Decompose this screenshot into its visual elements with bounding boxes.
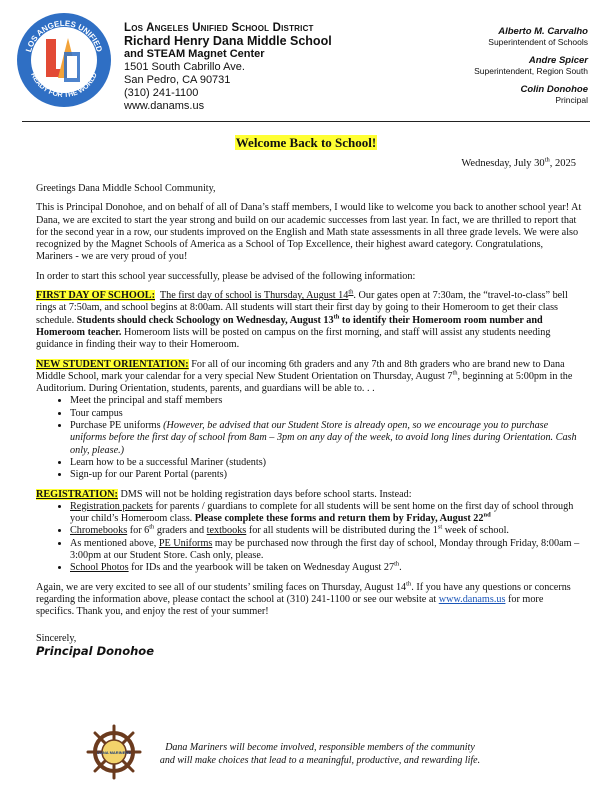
orientation-paragraph: [36, 359, 582, 396]
first-day-label: FIRST DAY OF SCHOOL:: [36, 290, 155, 302]
logo-text-bottom: READY FOR THE WORLD: [29, 71, 99, 100]
list-item: [70, 525, 582, 537]
pe-uniforms: PE Uniforms: [158, 537, 213, 549]
first-day-bold: Students should check Schoology on Wednesday, August 13: [76, 314, 334, 326]
letter-title: Welcome Back to School!: [235, 135, 377, 150]
list-item: • Tour campus: [70, 408, 582, 420]
list-item: [70, 538, 582, 563]
packets-text: for parents / guardians to complete for all students will be sent home on the first day of school through your child’s Homeroom class.: [70, 500, 574, 525]
date-main: Wednesday, July 30: [461, 158, 545, 169]
list-item: [70, 562, 582, 574]
orientation-list: [36, 395, 582, 481]
school-name: Richard Henry Dana Middle School: [124, 34, 332, 48]
phone-number: (310) 241-1100: [124, 87, 199, 99]
orientation-label: NEW STUDENT ORIENTATION:: [36, 358, 189, 370]
greeting: Greetings Dana Middle School Community,: [36, 183, 216, 194]
letter-title-wrap: [0, 134, 612, 152]
sup: th: [394, 560, 400, 568]
list-item: • Meet the principal and staff members: [70, 395, 582, 407]
school-header: [124, 22, 332, 113]
header-divider: [22, 121, 590, 122]
chrome-text: graders and: [154, 525, 207, 537]
first-day-text: . Our gates open at 7:30am, the “travel-to-class” bell rings at 7:50am, and school begins at 8:00am. All students will start their first day by going to their Homeroom to get their class schedule.: [36, 290, 568, 326]
mariners-wheel-logo: [86, 724, 142, 780]
registration-label: REGISTRATION:: [36, 488, 118, 500]
sup: nd: [483, 511, 491, 519]
official-name: Andre Spicer: [528, 55, 588, 66]
packets-bold: Please complete these forms and return them by Friday, August 22: [194, 513, 484, 525]
officials-list: [408, 26, 588, 113]
registration-list: [36, 501, 582, 575]
registration-packets: Registration packets: [70, 500, 153, 512]
official-title: Principal: [555, 95, 588, 105]
list-item: [70, 501, 582, 526]
registration-paragraph: [36, 489, 582, 501]
footer-logo-text: DANA MARINERS: [97, 750, 131, 755]
letter-body: [36, 183, 582, 657]
first-day-text-2: Homeroom lists will be posted on campus on the first morning, and staff will assist any students needing guidance in finding their way to their Homeroom.: [36, 326, 551, 351]
sup: th: [406, 580, 412, 588]
sup: th: [149, 524, 155, 532]
address-line-1: 1501 South Cabrillo Ave.: [124, 61, 245, 73]
closing-text: Again, we are very excited to see all of our students’ smiling faces on Thursday, August 14: [36, 581, 407, 593]
lausd-logo: [16, 12, 112, 108]
school-subtitle: and STEAM Magnet Center: [124, 48, 265, 60]
sup: th: [452, 369, 458, 377]
letter-date: [461, 158, 576, 169]
textbooks: textbooks: [206, 525, 247, 537]
pe-text: may be purchased now through the first day of school, Monday through Friday, 8:00am – 3:00pm at our Student Store. Cash only, please.: [70, 537, 580, 562]
chromebooks: Chromebooks: [70, 525, 128, 537]
closing-text-3: for more specifics. Thank you, and enjoy the rest of your summer!: [36, 593, 544, 618]
official-name: Colin Donohoe: [520, 84, 588, 95]
sup: st: [437, 524, 443, 532]
address-line-2: San Pedro, CA 90731: [124, 74, 231, 86]
first-day-date: The first day of school is Thursday, August 14: [159, 290, 349, 302]
pe-text: As mentioned above,: [70, 537, 159, 549]
photos-end: .: [399, 562, 402, 574]
logo-text-top: LOS ANGELES UNIFIED: [24, 18, 104, 54]
website-link[interactable]: www.danams.us: [438, 593, 506, 605]
chrome-text: for 6: [127, 525, 150, 537]
list-item: • Learn how to be a successful Mariner (students): [70, 457, 582, 469]
official-title: Superintendent, Region South: [474, 66, 588, 76]
first-day-bold-2: to identify their Homeroom room number and Homeroom teacher.: [36, 314, 543, 338]
website: www.danams.us: [124, 100, 205, 112]
closing-paragraph: [36, 582, 582, 619]
sup: th: [348, 288, 354, 296]
motto-line-2: and will make choices that lead to a meaningful, productive, and rewarding life.: [159, 755, 481, 766]
official-name: Alberto M. Carvalho: [498, 26, 588, 37]
date-sup: th: [544, 156, 550, 164]
footer-motto: [140, 741, 500, 767]
photos-text: for IDs and the yearbook will be taken on Wednesday August 27: [128, 562, 395, 574]
advise-paragraph: In order to start this school year successfully, please be advised of the following information:: [36, 270, 416, 282]
orientation-text-2: , beginning at 5:00pm in the Auditorium. During Orientation, students, parents, and guardians will be able to. . .: [36, 370, 573, 395]
closing-text-2: . If you have any questions or concerns regarding the information above, please contact the school at (310) 241-1100 or see our website at: [36, 581, 571, 605]
registration-text: DMS will not be holding registration days before school starts. Instead:: [117, 488, 412, 500]
signature: Principal Donohoe: [36, 643, 154, 658]
first-day-paragraph: [36, 290, 582, 351]
official-title: Superintendent of Schools: [488, 37, 588, 47]
sup: th: [333, 313, 340, 321]
chrome-text: for all students will be distributed during the 1: [246, 525, 438, 537]
sincerely: Sincerely,: [36, 632, 77, 644]
motto-line-1: Dana Mariners will become involved, responsible members of the community: [165, 742, 475, 753]
pe-note: (However, be advised that our Student Store is already open, so we encourage you to purchase uniforms before the first day of school from 8am – 3pm on any day of the week, to avoid long lines during Orientation. Cash only, please.): [70, 420, 577, 456]
orientation-text: For all of our incoming 6th graders and any 7th and 8th graders who are brand new to Dana Middle School, mark your calendar for a very special New Student Orientation on Thursday, August 7: [36, 358, 565, 382]
school-photos: School Photos: [70, 562, 129, 574]
list-item: [70, 420, 582, 457]
list-item: • Sign-up for our Parent Portal (parents): [70, 469, 582, 481]
date-year: , 2025: [549, 158, 576, 169]
pe-item: Purchase PE uniforms: [70, 420, 164, 432]
district-name: Los Angeles Unified School District: [124, 22, 314, 34]
intro-paragraph: This is Principal Donohoe, and on behalf of all of Dana’s staff members, I would like to welcome you back to another school year! At Dana, we are excited to start the year strong and build on our academic successes from last year. In fact, we are thrilled to report that for the second year in a row, our students improved on the English and Math state assessments in all three grade levels. We were also recognized by the Magnet Schools of America as a School of Top Excellence, their highest award category. Congratulations, Mariners - we are very proud of you!: [36, 202, 582, 263]
chrome-text: week of school.: [442, 525, 509, 537]
